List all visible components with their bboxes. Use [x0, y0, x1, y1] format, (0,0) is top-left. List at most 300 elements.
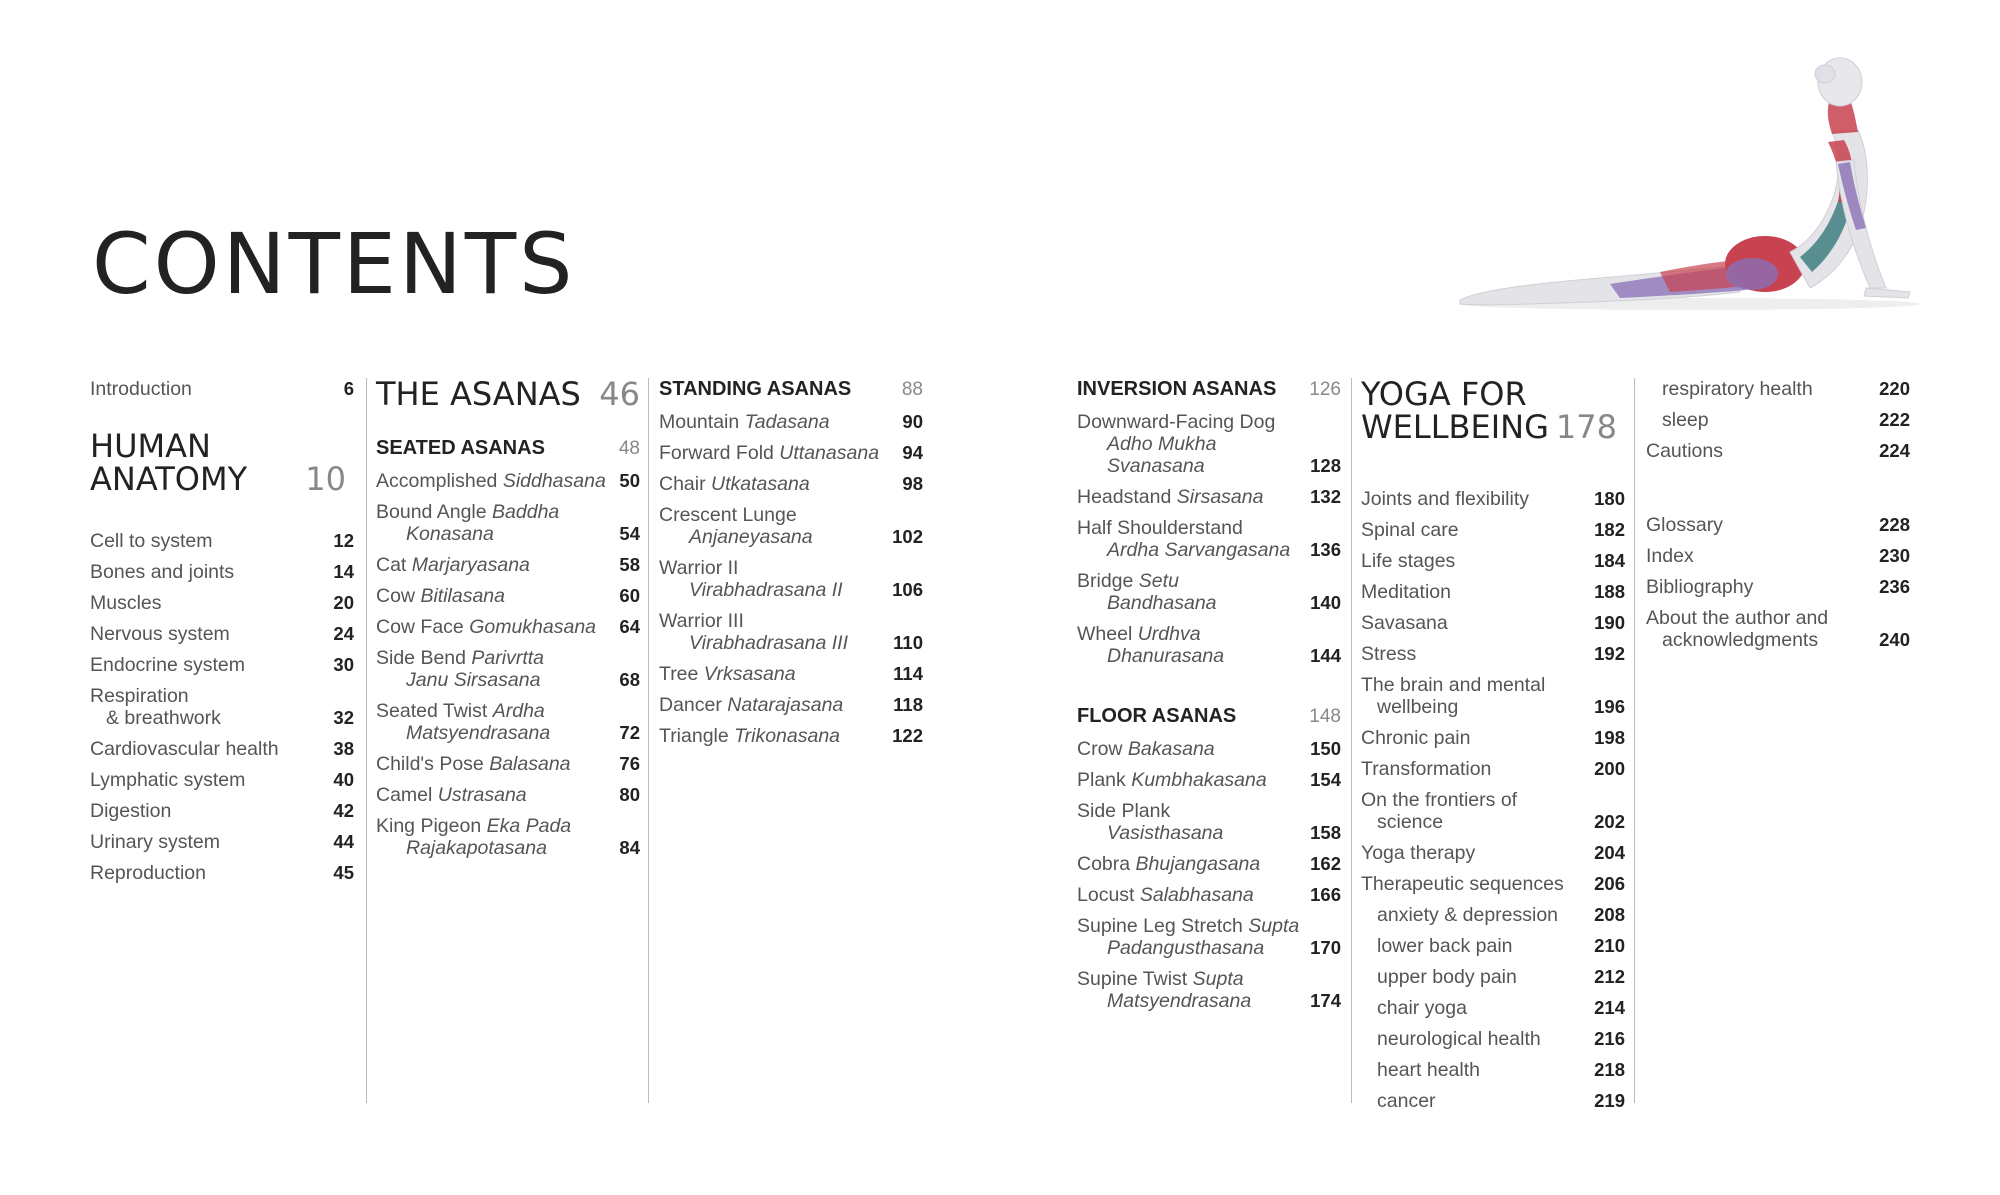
toc-list: [90, 530, 354, 884]
toc-entry-title: [90, 530, 333, 552]
toc-entry-sanskrit: Virabhadrasana III: [689, 632, 848, 654]
section-heading-title: [90, 427, 248, 498]
toc-entry-text: Wheel: [1077, 623, 1138, 645]
toc-column-asanas: [376, 375, 640, 868]
section-heading-line: ANATOMY: [90, 460, 248, 498]
toc-entry-title: [376, 470, 619, 492]
toc-entry-text: Triangle: [659, 725, 735, 747]
toc-entry-text: Cobra: [1077, 853, 1136, 875]
toc-entry-page: 60: [619, 585, 640, 606]
toc-entry-title: [1361, 758, 1594, 780]
toc-entry-page: 140: [1310, 592, 1341, 613]
toc-entry-page: 240: [1879, 629, 1910, 650]
toc-entry[interactable]: [1077, 884, 1341, 906]
toc-entry-text: anxiety & depression: [1377, 904, 1559, 926]
toc-entry-page: 58: [619, 554, 640, 575]
toc-entry[interactable]: [1361, 935, 1625, 957]
section-heading-line: WELLBEING: [1361, 408, 1549, 446]
toc-entry[interactable]: [1361, 1090, 1625, 1112]
toc-entry-text: Transformation: [1361, 758, 1492, 780]
toc-entry[interactable]: [1361, 643, 1625, 665]
toc-entry[interactable]: [1077, 915, 1341, 959]
toc-entry-title: [1361, 935, 1594, 957]
toc-entry[interactable]: [1077, 968, 1341, 1012]
toc-entry[interactable]: [1361, 997, 1625, 1019]
toc-entry[interactable]: [90, 623, 354, 645]
toc-entry-page: 170: [1310, 937, 1341, 958]
toc-entry[interactable]: [1646, 607, 1910, 651]
toc-entry-page: 212: [1594, 966, 1625, 987]
toc-entry-page: 54: [619, 523, 640, 544]
toc-entry-text: upper body pain: [1377, 966, 1517, 988]
toc-entry[interactable]: [90, 800, 354, 822]
toc-entry-page: 30: [333, 654, 354, 675]
toc-entry-page: 24: [333, 623, 354, 644]
toc-entry-introduction[interactable]: [90, 378, 354, 400]
toc-entry-title: [1077, 570, 1310, 614]
toc-entry-title: [659, 694, 893, 716]
toc-entry-text: sleep: [1662, 409, 1709, 431]
toc-entry-text: Plank: [1077, 769, 1132, 791]
toc-entry[interactable]: [376, 616, 640, 638]
toc-entry[interactable]: [1077, 738, 1341, 760]
section-heading-the-asanas[interactable]: [376, 375, 640, 413]
toc-entry-text: Crescent Lunge: [659, 504, 797, 526]
toc-entry-page: 64: [619, 616, 640, 637]
toc-entry[interactable]: [1646, 409, 1910, 431]
toc-entry-page: 180: [1594, 488, 1625, 509]
toc-entry-page: 106: [892, 579, 923, 600]
toc-entry-text: Spinal care: [1361, 519, 1459, 541]
toc-entry-page: 210: [1594, 935, 1625, 956]
toc-entry-title: [1361, 873, 1594, 895]
section-heading-page: 46: [599, 375, 640, 413]
toc-entry[interactable]: [1361, 674, 1625, 718]
toc-entry-title: [659, 725, 892, 747]
toc-entry-text: Side Plank: [1077, 800, 1171, 822]
toc-entry-text: Warrior III: [659, 610, 744, 632]
toc-column-standing: [659, 378, 923, 756]
toc-entry-text: Accomplished: [376, 470, 503, 492]
toc-entry-page: 202: [1594, 811, 1625, 832]
section-heading-human-anatomy[interactable]: [90, 427, 354, 498]
toc-entry-text-continued: acknowledgments: [1662, 629, 1819, 651]
toc-entry[interactable]: [1361, 1059, 1625, 1081]
toc-entry-page: 222: [1879, 409, 1910, 430]
toc-entry-sanskrit: Janu Sirsasana: [406, 669, 541, 691]
toc-entry-sanskrit: Urdhva: [1137, 623, 1201, 645]
subsection-heading-title: FLOOR ASANAS: [1077, 705, 1237, 727]
toc-entry-text-continued: science: [1377, 811, 1444, 833]
toc-entry-title: [1077, 800, 1310, 844]
toc-entry-title: [1361, 904, 1594, 926]
subsection-heading-floor[interactable]: [1077, 705, 1341, 728]
toc-entry-title: Cautions: [1646, 440, 1723, 462]
toc-entry[interactable]: [1361, 758, 1625, 780]
toc-entry-text: Tree: [659, 663, 704, 685]
toc-entry-text: respiratory health: [1662, 378, 1813, 400]
column-divider: [1634, 378, 1635, 1103]
toc-entry-title: [90, 738, 333, 760]
toc-entry[interactable]: [1361, 550, 1625, 572]
section-heading-line: HUMAN: [90, 427, 211, 465]
subsection-heading-inversion[interactable]: [1077, 378, 1341, 401]
toc-entry-title: [1646, 545, 1879, 567]
toc-entry-title: [659, 504, 892, 548]
toc-entry[interactable]: [90, 561, 354, 583]
toc-entry-text: On the frontiers of: [1361, 789, 1518, 811]
toc-entry-title: [376, 554, 619, 576]
toc-entry-title: [1077, 517, 1310, 561]
toc-entry[interactable]: [659, 557, 923, 601]
section-heading-line: YOGA FOR: [1361, 375, 1527, 413]
toc-entry-title: [1077, 738, 1310, 760]
toc-entry-page: 122: [892, 725, 923, 746]
toc-entry[interactable]: [1646, 378, 1910, 400]
toc-entry-text: Glossary: [1646, 514, 1723, 536]
column-divider: [366, 378, 367, 1103]
toc-entry-title: [90, 623, 333, 645]
toc-entry[interactable]: [1361, 727, 1625, 749]
toc-entry-text: Life stages: [1361, 550, 1456, 572]
toc-entry-text: Bones and joints: [90, 561, 235, 583]
toc-list: [1361, 488, 1625, 895]
toc-entry-sanskrit: Bandhasana: [1107, 592, 1217, 614]
toc-entry-page: 118: [893, 694, 923, 715]
toc-entry[interactable]: [659, 663, 923, 685]
subsection-heading-page: 148: [1309, 706, 1341, 727]
toc-entry[interactable]: [1077, 570, 1341, 614]
toc-entry-text: Cow: [376, 585, 421, 607]
toc-entry-title: [1077, 623, 1310, 667]
toc-entry-cautions[interactable]: [1646, 440, 1910, 462]
toc-entry-text: Bound Angle: [376, 501, 493, 523]
toc-entry-title: [90, 561, 333, 583]
toc-entry[interactable]: [376, 501, 640, 545]
section-heading-yoga-for-wellbeing[interactable]: [1361, 375, 1625, 446]
toc-entry[interactable]: [659, 504, 923, 548]
toc-entry-sanskrit: Parivrtta: [471, 647, 545, 669]
toc-entry-page: 192: [1594, 643, 1625, 664]
toc-entry[interactable]: [659, 473, 923, 495]
toc-entry-sanskrit: Ardha: [492, 700, 545, 722]
toc-entry-page: 68: [619, 669, 640, 690]
toc-entry-title: [90, 592, 333, 614]
toc-entry-title: Introduction: [90, 378, 192, 400]
toc-entry-text: King Pigeon: [376, 815, 487, 837]
toc-entry[interactable]: [1361, 789, 1625, 833]
toc-entry-page: 166: [1310, 884, 1341, 905]
toc-entry-page: 236: [1879, 576, 1910, 597]
toc-entry-text: Cell to system: [90, 530, 213, 552]
toc-entry[interactable]: [659, 694, 923, 716]
toc-entry-page: 20: [333, 592, 354, 613]
toc-entry[interactable]: [1361, 488, 1625, 510]
toc-entry-page: 102: [892, 526, 923, 547]
toc-entry-text: chair yoga: [1377, 997, 1467, 1019]
toc-entry-sanskrit: Vrksasana: [703, 663, 796, 685]
toc-entry[interactable]: [376, 784, 640, 806]
toc-entry-text: heart health: [1377, 1059, 1480, 1081]
toc-entry-title: [90, 800, 333, 822]
toc-entry-text: Supine Twist: [1077, 968, 1193, 990]
toc-entry[interactable]: [1361, 581, 1625, 603]
toc-entry[interactable]: [1361, 904, 1625, 926]
toc-entry-text: Dancer: [659, 694, 728, 716]
toc-entry-page: 72: [619, 722, 640, 743]
toc-entry[interactable]: [90, 592, 354, 614]
toc-entry-sanskrit: Uttanasana: [779, 442, 880, 464]
toc-entry-page: 84: [619, 837, 640, 858]
toc-entry[interactable]: [1077, 517, 1341, 561]
toc-entry-page: 188: [1594, 581, 1625, 602]
toc-entry[interactable]: [90, 654, 354, 676]
toc-entry-text: Seated Twist: [376, 700, 493, 722]
toc-entry[interactable]: [90, 685, 354, 729]
toc-entry-sanskrit: Siddhasana: [502, 470, 606, 492]
toc-entry-text: Stress: [1361, 643, 1417, 665]
toc-entry-sanskrit: Supta: [1192, 968, 1244, 990]
toc-entry-sanskrit: Konasana: [406, 523, 494, 545]
toc-entry-page: 190: [1594, 612, 1625, 633]
toc-entry-title: [90, 862, 333, 884]
toc-entry-page: 42: [333, 800, 354, 821]
toc-entry-text: Bibliography: [1646, 576, 1754, 598]
toc-entry-page: 174: [1310, 990, 1341, 1011]
toc-entry-page: 218: [1594, 1059, 1625, 1080]
toc-entry-text: Chair: [659, 473, 712, 495]
subsection-heading-seated[interactable]: [376, 437, 640, 460]
toc-entry[interactable]: [1077, 411, 1341, 477]
toc-entry-title: [1361, 997, 1594, 1019]
toc-entry[interactable]: [376, 753, 640, 775]
toc-entry[interactable]: [1077, 486, 1341, 508]
toc-entry[interactable]: [90, 831, 354, 853]
toc-entry-title: [376, 784, 619, 806]
subsection-heading-standing[interactable]: [659, 378, 923, 401]
toc-entry-text: Side Bend: [376, 647, 472, 669]
toc-entry-text: Muscles: [90, 592, 162, 614]
toc-entry[interactable]: [1646, 514, 1910, 536]
toc-entry-title: [659, 473, 902, 495]
toc-entry-title: [1361, 612, 1594, 634]
toc-entry-page: 150: [1310, 738, 1341, 759]
toc-entry-sanskrit: Kumbhakasana: [1131, 769, 1267, 791]
toc-entry-sanskrit: Vasisthasana: [1107, 822, 1224, 844]
toc-entry-title: [1361, 550, 1594, 572]
toc-entry-text: Savasana: [1361, 612, 1448, 634]
toc-entry-title: [1077, 769, 1310, 791]
toc-entry[interactable]: [376, 585, 640, 607]
toc-entry-text: Downward-Facing Dog: [1077, 411, 1276, 433]
toc-entry-sanskrit: Natarajasana: [727, 694, 844, 716]
toc-entry-text: Supine Leg Stretch: [1077, 915, 1249, 937]
toc-entry-page: 154: [1310, 769, 1341, 790]
toc-entry-page: 228: [1879, 514, 1910, 535]
toc-entry-title: [376, 700, 619, 744]
toc-entry-text: Half Shoulderstand: [1077, 517, 1243, 539]
toc-entry-page: 204: [1594, 842, 1625, 863]
toc-entry-title: [376, 753, 619, 775]
toc-entry[interactable]: [1361, 842, 1625, 864]
toc-entry-sanskrit: Tadasana: [744, 411, 830, 433]
toc-entry-page: 44: [333, 831, 354, 852]
toc-entry-sanskrit: Virabhadrasana II: [689, 579, 843, 601]
toc-entry-page: 208: [1594, 904, 1625, 925]
toc-entry-sanskrit: Svanasana: [1107, 455, 1205, 477]
toc-entry-text: Digestion: [90, 800, 172, 822]
toc-entry[interactable]: [1646, 545, 1910, 567]
toc-entry-sanskrit: Adho Mukha: [1107, 433, 1217, 455]
section-heading-title: [1361, 375, 1549, 446]
toc-entry[interactable]: [1077, 623, 1341, 667]
toc-entry-page: 80: [619, 784, 640, 805]
toc-entry-text: neurological health: [1377, 1028, 1541, 1050]
toc-entry-title: [376, 585, 619, 607]
toc-list: [1077, 411, 1341, 667]
toc-entry-page: 114: [893, 663, 923, 684]
toc-entry-sanskrit: Marjaryasana: [411, 554, 530, 576]
toc-entry[interactable]: [90, 862, 354, 884]
toc-entry-title: [1361, 1090, 1594, 1112]
toc-column-anatomy: [90, 378, 354, 893]
toc-entry-title: [1361, 789, 1594, 833]
toc-entry-text: Mountain: [659, 411, 745, 433]
toc-entry-sanskrit: Sirsasana: [1176, 486, 1264, 508]
toc-entry-text: Endocrine system: [90, 654, 245, 676]
toc-entry-sanskrit: Ardha Sarvangasana: [1107, 539, 1291, 561]
toc-entry-title: [1646, 514, 1879, 536]
toc-entry-text: Respiration: [90, 685, 189, 707]
toc-entry-text: lower back pain: [1377, 935, 1513, 957]
toc-list: [1077, 738, 1341, 1012]
toc-entry-title: [90, 685, 333, 729]
toc-entry-page: 196: [1594, 696, 1625, 717]
toc-entry-page: 224: [1879, 440, 1910, 461]
toc-entry-text-continued: wellbeing: [1377, 696, 1459, 718]
toc-entry-text: Joints and flexibility: [1361, 488, 1529, 510]
toc-entry-page: 94: [902, 442, 923, 463]
toc-entry-title: [659, 411, 902, 433]
toc-entry-text: Reproduction: [90, 862, 206, 884]
toc-entry-page: 32: [333, 707, 354, 728]
toc-entry-sanskrit: Ustrasana: [437, 784, 527, 806]
toc-entry-sanskrit: Rajakapotasana: [406, 837, 547, 859]
toc-entry[interactable]: [376, 470, 640, 492]
toc-entry-page: 14: [333, 561, 354, 582]
toc-entry[interactable]: [376, 700, 640, 744]
toc-entry-title: [1361, 581, 1594, 603]
toc-entry-text: Meditation: [1361, 581, 1451, 603]
toc-entry-text: Chronic pain: [1361, 727, 1471, 749]
toc-entry[interactable]: [376, 554, 640, 576]
toc-entry-text: Yoga therapy: [1361, 842, 1476, 864]
column-divider: [648, 378, 649, 1103]
subsection-heading-page: 88: [901, 379, 923, 400]
toc-column-end-matter: [1646, 378, 1910, 660]
toc-entry[interactable]: [659, 725, 923, 747]
toc-entry-title: [376, 501, 619, 545]
toc-column-wellbeing: [1361, 375, 1625, 1121]
toc-entry-text: Index: [1646, 545, 1694, 567]
toc-entry-title: [1361, 1028, 1594, 1050]
toc-entry-text: About the author and: [1646, 607, 1829, 629]
toc-entry-page: 136: [1310, 539, 1341, 560]
toc-entry[interactable]: [90, 738, 354, 760]
toc-entry-title: [1077, 968, 1310, 1012]
toc-entry-title: [376, 616, 619, 638]
toc-entry-page: 198: [1594, 727, 1625, 748]
toc-entry-sanskrit: Setu: [1138, 570, 1179, 592]
toc-entry[interactable]: [376, 815, 640, 859]
toc-entry[interactable]: [1361, 966, 1625, 988]
toc-entry-sanskrit: Balasana: [489, 753, 571, 775]
toc-entry-sanskrit: Bitilasana: [420, 585, 505, 607]
toc-entry[interactable]: [90, 530, 354, 552]
toc-entry[interactable]: [376, 647, 640, 691]
toc-entry-text: Cardiovascular health: [90, 738, 279, 760]
toc-entry-page: 182: [1594, 519, 1625, 540]
toc-entry-page: 12: [333, 530, 354, 551]
toc-entry[interactable]: [1361, 612, 1625, 634]
toc-entry[interactable]: [1077, 769, 1341, 791]
toc-entry-sanskrit: Salabhasana: [1139, 884, 1254, 906]
toc-entry-page: 110: [893, 632, 923, 653]
toc-entry-text: Bridge: [1077, 570, 1139, 592]
toc-entry[interactable]: [1646, 576, 1910, 598]
toc-entry[interactable]: [90, 769, 354, 791]
toc-entry-text: Cat: [376, 554, 412, 576]
subsection-heading-title: STANDING ASANAS: [659, 378, 852, 400]
toc-entry[interactable]: [659, 442, 923, 464]
toc-entry-page: 98: [902, 473, 923, 494]
toc-entry-page: 216: [1594, 1028, 1625, 1049]
toc-entry-title: [659, 442, 902, 464]
toc-entry-title: [1361, 519, 1594, 541]
toc-entry-page: 76: [619, 753, 640, 774]
toc-entry[interactable]: [1077, 800, 1341, 844]
cobra-pose-figure-icon: [1440, 52, 1920, 322]
toc-column-inversion-floor: [1077, 378, 1341, 1021]
toc-entry-title: [1077, 884, 1310, 906]
subsection-heading-page: 126: [1309, 379, 1341, 400]
toc-entry-title: [1361, 643, 1594, 665]
toc-entry-title: [1361, 966, 1594, 988]
toc-entry-page: 158: [1310, 822, 1341, 843]
toc-entry[interactable]: [1361, 873, 1625, 895]
toc-entry-text: cancer: [1377, 1090, 1436, 1112]
toc-entry-text: Locust: [1077, 884, 1140, 906]
toc-entry-text: Cow Face: [376, 616, 470, 638]
toc-entry[interactable]: [659, 610, 923, 654]
toc-entry-sanskrit: Padangusthasana: [1107, 937, 1265, 959]
page-title: CONTENTS: [92, 215, 576, 313]
toc-entry-sanskrit: Bhujangasana: [1135, 853, 1261, 875]
toc-entry-title: [1077, 411, 1310, 477]
toc-entry-page: 38: [333, 738, 354, 759]
toc-entry-sanskrit: Baddha: [492, 501, 560, 523]
toc-entry-title: [1646, 607, 1879, 651]
toc-entry-text: Forward Fold: [659, 442, 780, 464]
toc-entry[interactable]: [1361, 1028, 1625, 1050]
toc-entry[interactable]: [1361, 519, 1625, 541]
section-heading-title: THE ASANAS: [376, 375, 581, 413]
toc-entry[interactable]: [659, 411, 923, 433]
toc-entry-title: [1646, 576, 1879, 598]
toc-entry-title: [1361, 674, 1594, 718]
toc-entry-text: Lymphatic system: [90, 769, 246, 791]
toc-entry[interactable]: [1077, 853, 1341, 875]
